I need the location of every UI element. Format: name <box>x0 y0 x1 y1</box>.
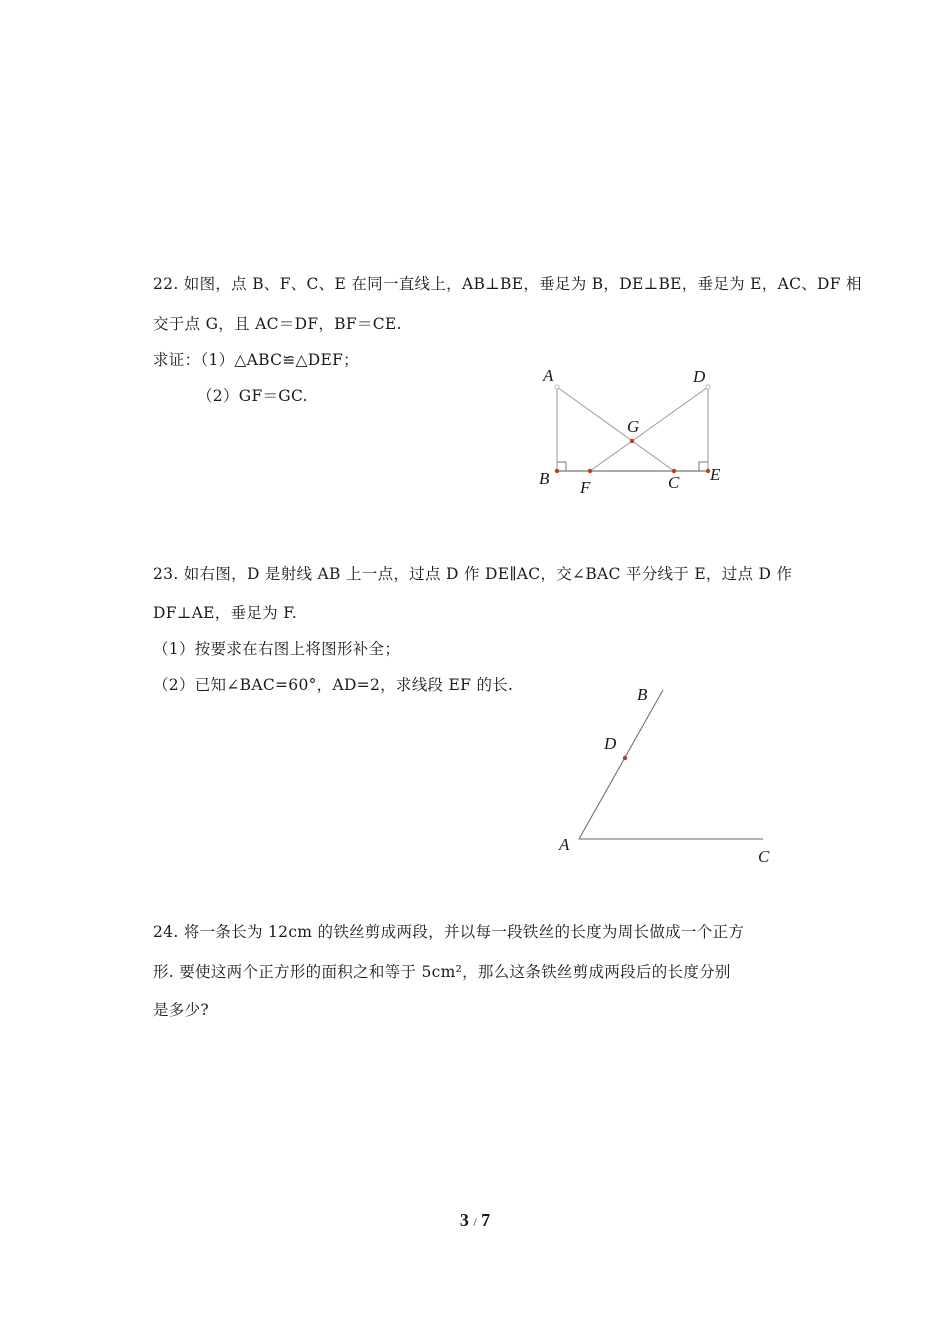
page-total: 7 <box>481 1210 491 1230</box>
q22-line-2: 交于点 G，且 AC＝DF，BF＝CE. <box>153 315 402 333</box>
point-D <box>706 385 710 389</box>
label-D: D <box>604 734 617 753</box>
q23-line-4: （2）已知∠BAC=60°，AD=2，求线段 EF 的长. <box>153 676 514 694</box>
label-A: A <box>543 366 554 385</box>
point-B <box>555 469 559 473</box>
label-E: E <box>710 465 721 484</box>
q22-figure <box>530 360 730 500</box>
page-number <box>0 1210 950 1231</box>
point-D <box>623 756 627 760</box>
q23-line-1: 23. 如右图，D 是射线 AB 上一点，过点 D 作 DE∥AC，交∠BAC 平分线于 E，过点 D 作 <box>153 565 793 583</box>
label-G: G <box>627 417 640 436</box>
point-A <box>555 385 559 389</box>
label-F: F <box>580 478 591 497</box>
q24-line-2: 形. 要使这两个正方形的面积之和等于 5cm²，那么这条铁丝剪成两段后的长度分别 <box>153 963 731 981</box>
page-current: 3 <box>459 1210 469 1230</box>
q23-figure <box>550 678 790 868</box>
point-G <box>630 439 634 443</box>
segment-DF <box>590 387 708 471</box>
point-F <box>588 469 592 473</box>
label-D: D <box>693 367 706 386</box>
q23-line-3: （1）按要求在右图上将图形补全； <box>153 640 401 658</box>
ray-AB <box>579 690 663 839</box>
label-C: C <box>668 473 680 492</box>
q24-line-3: 是多少? <box>153 1001 210 1019</box>
page-separator: / <box>473 1215 477 1229</box>
segment-AC <box>557 387 674 471</box>
q24-line-1: 24. 将一条长为 12cm 的铁丝剪成两段，并以每一段铁丝的长度为周长做成一个正方 <box>153 923 745 941</box>
label-A: A <box>559 835 570 854</box>
q23-line-2: DF⊥AE，垂足为 F. <box>153 604 298 622</box>
q22-line-3: 求证：（1）△ABC≌△DEF； <box>153 351 359 369</box>
label-B: B <box>637 685 648 704</box>
label-B: B <box>539 469 550 488</box>
q22-line-1: 22. 如图，点 B、F、C、E 在同一直线上，AB⊥BE，垂足为 B，DE⊥BE，垂足为 E，AC、DF 相 <box>153 275 862 293</box>
label-C: C <box>758 847 770 866</box>
q22-line-4: （2）GF＝GC. <box>197 387 308 405</box>
